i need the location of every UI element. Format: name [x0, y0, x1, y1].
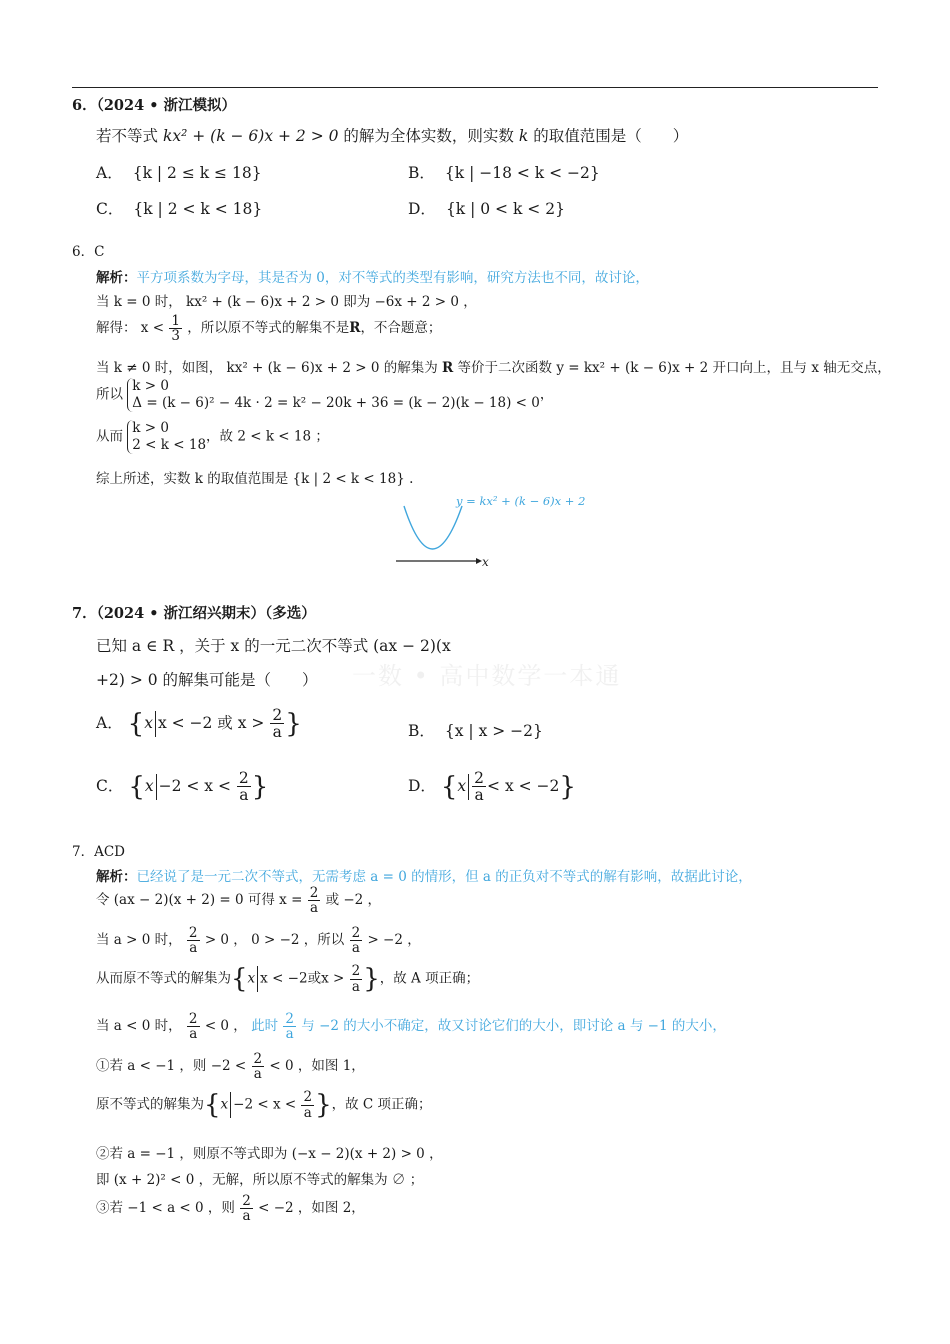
a6-answer: 6．C	[72, 244, 105, 260]
a7-analysis	[96, 865, 752, 885]
a7-line2-num2: 2	[351, 925, 361, 941]
q6-stem-c: 的取值范围是（ ）	[533, 127, 689, 145]
a7-line1-num: 2	[309, 885, 319, 901]
a7-line2-den1: a	[189, 940, 198, 957]
a7-line4-num: 2	[188, 1011, 198, 1027]
a7-line5-den: a	[253, 1066, 262, 1083]
a6-line4-sys1: k > 0	[132, 378, 169, 394]
q7-option-c-frac	[237, 770, 251, 804]
a7-line3-num: 2	[351, 963, 361, 980]
q6-option-c-label: C．	[96, 200, 124, 218]
a7-line1	[96, 886, 381, 915]
a7-line6-a: 原不等式的解集为	[96, 1096, 204, 1113]
a7-line5-num: 2	[253, 1051, 263, 1067]
a6-line3-b: 等价于二次函数 y = kx² + (k − 6)x + 2 开口向上，且与 x 轴无交点，	[457, 360, 891, 376]
a6-line5-system	[127, 420, 206, 454]
q7-option-c	[96, 770, 268, 804]
a7-line3	[96, 964, 479, 994]
a6-line3-a: 当 k ≠ 0 时，如图， kx² + (k − 6)x + 2 > 0 的解集为	[96, 360, 438, 376]
a6-note: 平方项系数为字母，其是否为 0，对不等式的类型有影响，研究方法也不同，故讨论，	[136, 270, 649, 286]
a7-line9	[96, 1194, 365, 1223]
x-axis-label: x	[482, 555, 489, 569]
q6-option-b	[408, 161, 600, 183]
a7-line3-open-brace: {	[231, 964, 248, 994]
a7-line5-b: < 0 ，如图 1，	[269, 1058, 365, 1075]
a7-line6-den: a	[303, 1104, 312, 1121]
a6-line2-den: 3	[171, 328, 180, 345]
a7-line4-note-den: a	[285, 1026, 294, 1043]
a6-line2-a: 解得： x <	[96, 320, 165, 337]
q7-option-d-var: x	[457, 776, 467, 795]
a7-line5	[96, 1052, 365, 1081]
watermark: 一数 • 高中数学一本通	[352, 662, 622, 690]
q6-stem-formula: kx² + (k − 6)x + 2 > 0	[162, 127, 339, 145]
q7-option-a-bar	[155, 711, 156, 737]
q6-stem-k: k	[518, 127, 529, 145]
a7-line4-frac	[187, 1012, 200, 1041]
a7-line3-den: a	[351, 978, 360, 995]
a6-line5-suffix: ，故 2 < k < 18 ；	[206, 428, 329, 445]
q7-option-b	[408, 719, 543, 741]
a6-line2	[96, 314, 441, 343]
q7-option-c-label: C．	[96, 776, 124, 795]
a7-line8: 即 (x + 2)² < 0 ，无解，所以原不等式的解集为 ∅ ；	[96, 1172, 424, 1188]
q7-option-d-close-brace: }	[559, 771, 576, 802]
a7-line2-frac1	[187, 926, 200, 955]
q7-option-d-frac	[472, 770, 486, 804]
a7-line3-frac	[350, 964, 363, 993]
q7-option-d-den: a	[474, 786, 484, 805]
q7-option-b-label: B．	[408, 722, 435, 740]
q6-header: 6．（2024 • 浙江模拟）	[72, 97, 237, 114]
a7-line4-b: < 0 ，	[204, 1018, 247, 1035]
a7-line4-note-b: 与 −2 的大小不确定，故又讨论它们的大小，即讨论 a 与 −1 的大小，	[301, 1018, 726, 1035]
a6-line3-R: R	[442, 360, 454, 376]
header-rule	[72, 87, 878, 88]
a6-line4-suffix: ，	[539, 386, 554, 403]
a7-line2-a: 当 a > 0 时，	[96, 932, 182, 949]
q6-option-b-text: {k | −18 < k < −2}	[444, 164, 600, 182]
q6-stem-b: 的解为全体实数，则实数	[343, 127, 514, 145]
a7-line6-close-brace: }	[315, 1090, 332, 1120]
q7-option-a-mid: x < −2 或 x >	[157, 713, 265, 732]
a7-line9-num: 2	[242, 1193, 251, 1209]
q7-option-d	[408, 770, 576, 804]
a6-line6: 综上所述，实数 k 的取值范围是 {k | 2 < k < 18} .	[96, 471, 414, 487]
a7-line3-var: x	[247, 970, 256, 987]
q7-option-d-label: D．	[408, 776, 436, 795]
a7-line3-close-brace: }	[363, 964, 380, 994]
a7-line4-note-a: 此时	[251, 1018, 279, 1035]
q7-option-c-var: x	[144, 776, 154, 795]
a7-line9-b: < −2 ，如图 2，	[258, 1200, 365, 1217]
a6-line2-b: ，所以原不等式的解集不是	[187, 320, 350, 337]
a6-line4-system	[127, 378, 540, 412]
q6-option-c	[96, 197, 262, 219]
a7-line6-frac	[301, 1090, 314, 1119]
q7-option-a-var: x	[144, 713, 153, 732]
q7-option-d-num: 2	[474, 769, 485, 787]
q7-option-c-close-brace: }	[251, 771, 269, 802]
q6-option-a-text: {k | 2 ≤ k ≤ 18}	[132, 164, 262, 182]
a6-line4-sys2: Δ = (k − 6)² − 4k · 2 = k² − 20k + 36 = (k − 2)(k − 18) < 0	[132, 394, 540, 411]
a7-line3-bar	[257, 966, 258, 992]
a6-line5-prefix: 从而	[96, 428, 123, 445]
q6-option-c-text: {k | 2 < k < 18}	[133, 200, 263, 218]
a7-label: 解析：	[96, 869, 137, 885]
q6-stem-a: 若不等式	[96, 127, 159, 145]
q6-option-d	[408, 197, 565, 219]
a7-line6-bar	[230, 1092, 231, 1118]
q6-option-b-label: B．	[408, 164, 435, 182]
a7-line2	[96, 926, 421, 955]
a6-line1: 当 k = 0 时， kx² + (k − 6)x + 2 > 0 即为 −6x + 2 > 0 ，	[96, 294, 477, 310]
a6-line2-R: R	[349, 320, 361, 337]
a7-line1-frac	[308, 886, 321, 915]
q7-option-a-frac	[270, 707, 284, 741]
a7-line5-a: ①若 a < −1 ，则 −2 <	[96, 1058, 247, 1075]
q7-option-c-num: 2	[238, 769, 249, 787]
a6-line5	[96, 420, 329, 454]
q7-option-a-open-brace: {	[127, 708, 145, 739]
a7-line2-c: > −2 ，	[367, 932, 421, 949]
q7-option-c-mid: −2 < x <	[158, 776, 231, 795]
q7-option-c-open-brace: {	[128, 771, 145, 802]
a6-line2-c: ，不合题意；	[360, 320, 442, 337]
a7-line1-b: 或 −2 ，	[325, 892, 382, 909]
q7-option-a-label: A．	[96, 713, 123, 732]
a6-line5-sys2: 2 < k < 18	[132, 436, 207, 453]
a7-line4-note-frac	[283, 1012, 296, 1041]
q7-option-a-num: 2	[272, 706, 283, 724]
q6-option-d-text: {k | 0 < k < 2}	[445, 200, 565, 218]
q7-option-a	[96, 707, 302, 741]
q6-stem	[96, 124, 688, 146]
a7-line7: ②若 a = −1 ，则原不等式即为 (−x − 2)(x + 2) > 0 ，	[96, 1146, 443, 1162]
a7-answer: 7．ACD	[72, 844, 125, 860]
a7-line2-b: > 0 ， 0 > −2 ，所以	[204, 932, 345, 949]
a6-analysis	[96, 266, 649, 286]
a6-line2-frac	[169, 314, 182, 343]
a7-line6-var: x	[220, 1096, 229, 1113]
q7-option-b-text: {x | x > −2}	[444, 722, 543, 740]
a7-line4-note-num: 2	[285, 1011, 294, 1027]
q7-option-c-bar	[156, 774, 157, 800]
q7-option-d-bar	[468, 774, 469, 800]
a7-line9-frac	[240, 1194, 253, 1223]
parabola-label: y = kx² + (k − 6)x + 2	[456, 494, 586, 508]
a6-line5-sys1: k > 0	[132, 420, 169, 436]
a7-line3-a: 从而原不等式的解集为	[96, 970, 231, 987]
a7-line2-frac2	[350, 926, 363, 955]
q7-option-a-den: a	[272, 723, 282, 742]
a7-line6	[96, 1090, 432, 1120]
q7-option-c-den: a	[239, 786, 249, 805]
a7-line6-mid: −2 < x <	[233, 1096, 297, 1113]
a6-line4	[96, 378, 553, 412]
q7-option-d-open-brace: {	[440, 771, 458, 802]
q7-stem-line2: +2) > 0 的解集可能是（ ）	[96, 671, 318, 689]
q7-header: 7．（2024 • 浙江绍兴期末）（多选）	[72, 605, 316, 622]
q6-option-a-label: A．	[96, 164, 123, 182]
a6-line4-prefix: 所以	[96, 386, 123, 403]
q6-option-a	[96, 161, 262, 183]
a7-line1-a: 令 (ax − 2)(x + 2) = 0 可得 x =	[96, 892, 303, 909]
a7-line9-den: a	[242, 1208, 251, 1225]
a7-line2-num1: 2	[188, 925, 198, 941]
a7-line1-den: a	[309, 900, 319, 917]
a7-line2-den2: a	[351, 940, 360, 957]
a7-line5-frac	[252, 1052, 265, 1081]
a6-line2-num: 1	[171, 313, 180, 329]
a7-line4	[96, 1012, 726, 1041]
a7-line4-a: 当 a < 0 时，	[96, 1018, 182, 1035]
parabola-figure	[390, 488, 610, 578]
a7-line6-b: ，故 C 项正确；	[331, 1096, 432, 1113]
a6-label: 解析：	[96, 270, 137, 286]
a7-line6-num: 2	[303, 1089, 313, 1106]
q6-option-d-label: D．	[408, 200, 436, 218]
a7-line4-note	[251, 1011, 726, 1043]
a7-line3-b: ，故 A 项正确；	[379, 970, 480, 987]
parabola-curve	[404, 506, 462, 549]
a7-line9-a: ③若 −1 < a < 0 ，则	[96, 1200, 235, 1217]
a6-line3	[96, 356, 891, 376]
a7-line3-mid: x < −2或x >	[260, 970, 345, 987]
q7-option-a-close-brace: }	[285, 708, 302, 739]
a7-note: 已经说了是一元二次不等式，无需考虑 a = 0 的情形，但 a 的正负对不等式的解有影响，故据此讨论，	[136, 869, 752, 885]
a7-line4-den: a	[189, 1026, 198, 1043]
a7-line6-open-brace: {	[204, 1090, 221, 1120]
q7-stem-line1: 已知 a ∈ R ，关于 x 的一元二次不等式 (ax − 2)(x	[96, 637, 451, 655]
q7-option-d-mid: < x < −2	[487, 776, 560, 795]
